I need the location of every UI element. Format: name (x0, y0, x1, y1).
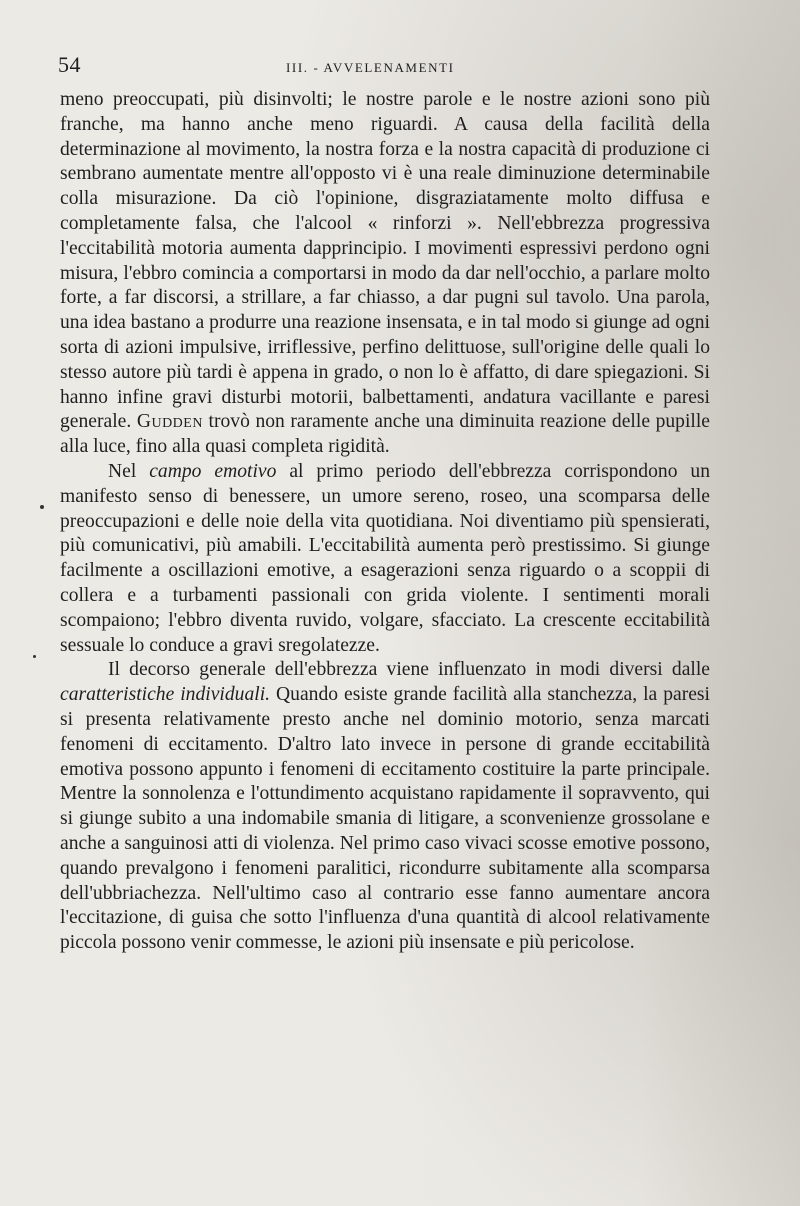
paragraph-1-text-a: meno preoccupati, più disinvolti; le nostre parole e le nostre azioni sono più franche, ma hanno anche meno riguardi. A causa della facilità della determinazione al movimento, la nostra forza e la nostra capacità di produzione ci sembrano aumentate mentre all'opposto vi è una reale diminuzione determinabile colla misurazione. Da ciò l'opinione, disgraziatamente molto diffusa e completamente falsa, che l'alcool « rinforzi ». Nell'ebbrezza progressiva l'eccitabilità motoria aumenta dapprincipio. I movimenti espressivi perdono ogni misura, l'ebbro comincia a comportarsi in modo da dar nell'occhio, a parlare molto forte, a far discorsi, a strillare, a far chiasso, a dar pugni sul tavolo. Una parola, una idea bastano a produrre una reazione insensata, e in tal modo si giunge ad ogni sorta di azioni impulsive, irriflessive, perfino delittuose, sull'origine delle quali lo stesso autore più tardi è appena in grado, o non lo è affatto, di dare spiegazioni. Si hanno infine gravi disturbi motorii, balbettamenti, andatura vacillante e paresi generale. (60, 89, 710, 433)
paragraph-3-text-a: Il decorso generale dell'ebbrezza viene influenzato in modi diversi dalle (108, 659, 710, 681)
paragraph-3-text-b: Quando esiste grande facilità alla stanchezza, la paresi si presenta relativamente presto anche nel dominio motorio, senza marcati fenomeni di eccitamento. D'altro lato invece in persone di grande eccitabilità emotiva possono appunto i fenomeni di eccitamento costituire la parte principale. Mentre la sonnolenza e l'ottundimento acquistano rapidamente il sopravvento, qui si giunge subito a una indomabile smania di litigare, a sconvenienze grossolane e anche a sanguinosi atti di violenza. Nel primo caso vivaci scosse emotive possono, quando prevalgono i fenomeni paralitici, ricondurre subitamente alla scomparsa dell'ubbriachezza. Nell'ultimo caso al contrario esse fanno aumentare ancora l'eccitazione, di guisa che sotto l'influenza d'una quantità di alcool relativamente piccola possono venir commesse, le azioni più insensate e più pericolose. (60, 684, 710, 954)
margin-dot (40, 505, 44, 509)
author-name-gudden: Gudden (136, 411, 203, 433)
margin-dot (33, 655, 36, 658)
paragraph-3-italic: caratteristiche individuali. (60, 684, 271, 706)
page-header (58, 52, 710, 82)
paragraph-2 (60, 460, 710, 658)
paragraph-2-italic: campo emotivo (149, 460, 277, 482)
paragraph-3 (60, 658, 710, 956)
paragraph-2-text-a: Nel (108, 460, 150, 482)
paragraph-1-text-b: trovò non raramente anche una diminuita reazione delle pupille alla luce, fino alla quasi completa rigidità. (60, 411, 710, 458)
body-text (60, 88, 710, 956)
running-head: III. - AVVELENAMENTI (286, 60, 455, 75)
paragraph-2-text-b: al primo periodo dell'ebbrezza corrispondono un manifesto senso di benessere, un umore sereno, roseo, una scomparsa delle preoccupazioni e delle noie della vita quotidiana. Noi diventiamo più spensierati, più comunicativi, più amabili. L'eccitabilità aumenta però prestissimo. Si giunge facilmente a oscillazioni emotive, a esagerazioni senza riguardo o a scoppii di collera e a turbamenti passionali con grida violente. I sentimenti morali scompaiono; l'ebbro diventa ruvido, volgare, sfacciato. La crescente eccitabilità sessuale lo conduce a gravi sregolatezze. (60, 460, 710, 656)
page-number: 54 (58, 52, 81, 77)
paragraph-1 (60, 88, 710, 460)
